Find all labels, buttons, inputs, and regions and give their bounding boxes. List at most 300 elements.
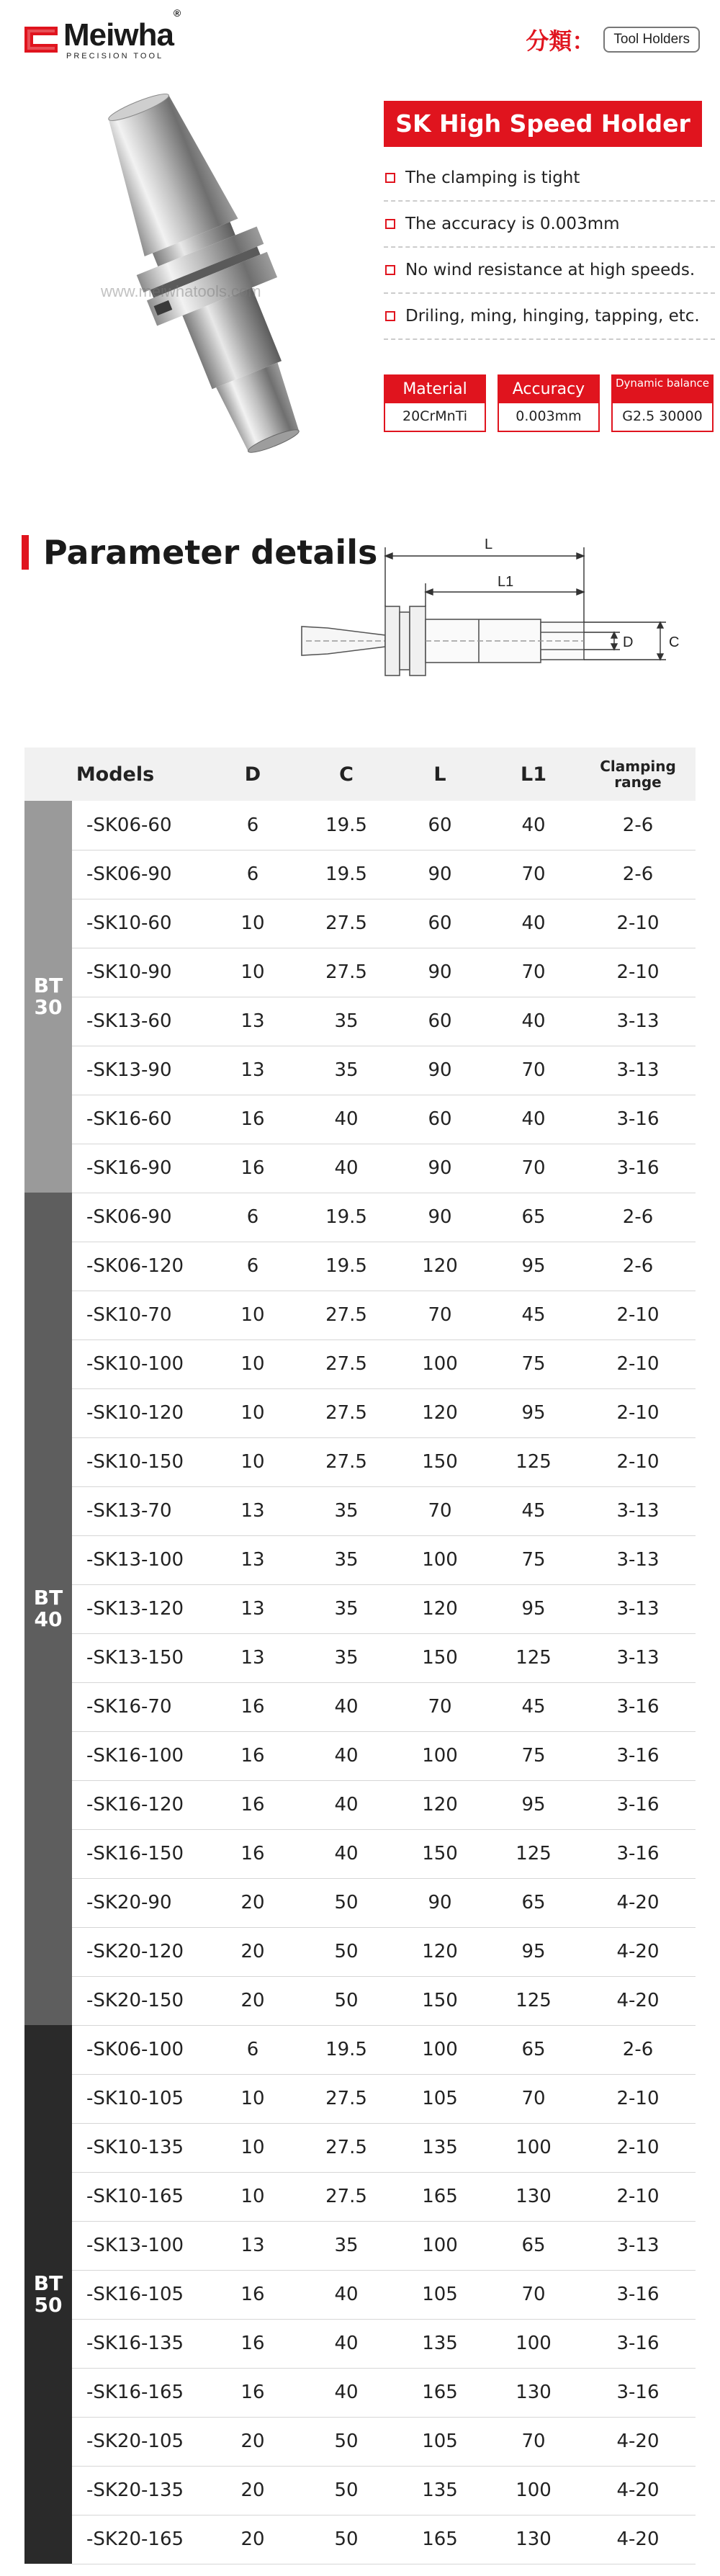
- cell-clamp: 2-10: [580, 2172, 696, 2221]
- cell-clamp: 3-16: [580, 2368, 696, 2417]
- page-header: [0, 0, 720, 79]
- spec-badges: [384, 374, 714, 432]
- feature-item: The clamping is tight: [384, 156, 715, 202]
- parameter-table: [24, 748, 696, 2564]
- cell-l: 90: [393, 1878, 487, 1927]
- cell-model: -SK13-100: [72, 2221, 206, 2270]
- table-row: [24, 899, 696, 948]
- cell-model: -SK20-105: [72, 2417, 206, 2466]
- cell-c: 27.5: [300, 1437, 393, 1486]
- cell-d: 10: [206, 899, 300, 948]
- cell-clamp: 2-10: [580, 1291, 696, 1339]
- cell-l: 90: [393, 1144, 487, 1193]
- cell-l: 120: [393, 1584, 487, 1633]
- cell-l1: 65: [487, 2221, 580, 2270]
- table-row: [24, 2515, 696, 2564]
- cell-model: -SK20-150: [72, 1976, 206, 2025]
- cell-d: 16: [206, 2319, 300, 2368]
- spec-value: G2.5 30000: [622, 408, 703, 424]
- cell-d: 13: [206, 1046, 300, 1095]
- cell-l1: 65: [487, 1193, 580, 1242]
- cell-d: 6: [206, 850, 300, 899]
- table-row: [24, 2123, 696, 2172]
- cell-model: -SK20-135: [72, 2466, 206, 2515]
- cell-model: -SK13-60: [72, 997, 206, 1046]
- cell-l: 60: [393, 801, 487, 850]
- table-row: [24, 1144, 696, 1193]
- spec-material: [384, 374, 486, 432]
- cell-c: 50: [300, 1927, 393, 1976]
- cell-model: -SK10-90: [72, 948, 206, 997]
- cell-clamp: 3-13: [580, 1633, 696, 1682]
- cell-c: 50: [300, 2466, 393, 2515]
- cell-c: 50: [300, 1976, 393, 2025]
- cell-c: 19.5: [300, 2025, 393, 2074]
- cell-c: 40: [300, 1731, 393, 1780]
- cell-c: 19.5: [300, 850, 393, 899]
- cell-d: 13: [206, 1535, 300, 1584]
- table-row: [24, 1486, 696, 1535]
- cell-l: 120: [393, 1780, 487, 1829]
- cell-c: 27.5: [300, 948, 393, 997]
- cell-model: -SK16-105: [72, 2270, 206, 2319]
- cell-d: 20: [206, 1878, 300, 1927]
- cell-c: 40: [300, 1780, 393, 1829]
- cell-clamp: 4-20: [580, 1927, 696, 1976]
- spec-label: Accuracy: [499, 376, 598, 403]
- table-row: [24, 850, 696, 899]
- table-row: [24, 1780, 696, 1829]
- table-row: [24, 2319, 696, 2368]
- cell-l1: 40: [487, 1095, 580, 1144]
- cell-clamp: 2-10: [580, 899, 696, 948]
- cell-d: 20: [206, 2515, 300, 2564]
- cell-d: 16: [206, 2270, 300, 2319]
- table-row: [24, 1437, 696, 1486]
- cell-clamp: 2-10: [580, 1437, 696, 1486]
- cell-model: -SK10-100: [72, 1339, 206, 1388]
- cell-l1: 70: [487, 1046, 580, 1095]
- logo-subtitle: PRECISION TOOL: [66, 51, 164, 60]
- table-row: [24, 1535, 696, 1584]
- cell-c: 35: [300, 997, 393, 1046]
- cell-c: 27.5: [300, 1291, 393, 1339]
- cell-l: 150: [393, 1437, 487, 1486]
- cell-clamp: 3-16: [580, 1731, 696, 1780]
- cell-d: 13: [206, 1584, 300, 1633]
- table-header-row: [24, 748, 696, 801]
- table-body: [24, 801, 696, 2564]
- cell-l1: 65: [487, 1878, 580, 1927]
- diagram-label-l1: L1: [498, 574, 514, 590]
- cell-clamp: 2-10: [580, 1388, 696, 1437]
- diagram-label-c: C: [669, 634, 680, 650]
- cell-l: 150: [393, 1633, 487, 1682]
- group-label: BT 30: [24, 801, 72, 1193]
- cell-l: 90: [393, 850, 487, 899]
- table-row: [24, 2368, 696, 2417]
- square-bullet-icon: [385, 173, 395, 183]
- cell-model: -SK16-100: [72, 1731, 206, 1780]
- cell-model: -SK13-120: [72, 1584, 206, 1633]
- table-row: [24, 1584, 696, 1633]
- cell-clamp: 2-10: [580, 1339, 696, 1388]
- cell-l1: 65: [487, 2025, 580, 2074]
- table-row: [24, 2074, 696, 2123]
- cell-model: -SK10-60: [72, 899, 206, 948]
- table-row: [24, 2221, 696, 2270]
- table-row: [24, 1829, 696, 1878]
- cell-l1: 45: [487, 1486, 580, 1535]
- cell-l: 135: [393, 2466, 487, 2515]
- cell-d: 10: [206, 948, 300, 997]
- product-headline: SK High Speed Holder: [384, 101, 702, 147]
- cell-c: 27.5: [300, 2172, 393, 2221]
- cell-clamp: 2-10: [580, 2123, 696, 2172]
- watermark: www.meiwhatools.com: [101, 282, 261, 300]
- tool-holder-image: [29, 79, 389, 483]
- cell-l: 105: [393, 2074, 487, 2123]
- cell-l: 70: [393, 1291, 487, 1339]
- cell-clamp: 3-13: [580, 1535, 696, 1584]
- cell-d: 20: [206, 2466, 300, 2515]
- cell-d: 16: [206, 1144, 300, 1193]
- cell-l: 60: [393, 899, 487, 948]
- cell-l: 165: [393, 2515, 487, 2564]
- cell-l1: 45: [487, 1291, 580, 1339]
- cell-c: 35: [300, 1584, 393, 1633]
- feature-list: [384, 156, 715, 340]
- feature-item: Driling, ming, hinging, tapping, etc.: [384, 294, 715, 340]
- cell-model: -SK20-90: [72, 1878, 206, 1927]
- cell-c: 27.5: [300, 1388, 393, 1437]
- cell-l: 120: [393, 1927, 487, 1976]
- cell-l: 100: [393, 1535, 487, 1584]
- product-hero: [0, 79, 720, 483]
- cell-model: -SK06-90: [72, 1193, 206, 1242]
- cell-d: 10: [206, 1437, 300, 1486]
- diagram-label-l: L: [485, 537, 493, 552]
- cell-l1: 70: [487, 2270, 580, 2319]
- cell-l: 100: [393, 1731, 487, 1780]
- cell-l1: 75: [487, 1731, 580, 1780]
- cell-model: -SK16-150: [72, 1829, 206, 1878]
- cell-model: -SK13-70: [72, 1486, 206, 1535]
- cell-clamp: 2-6: [580, 801, 696, 850]
- cell-d: 20: [206, 1927, 300, 1976]
- cell-model: -SK16-60: [72, 1095, 206, 1144]
- cell-d: 10: [206, 1388, 300, 1437]
- cell-l1: 100: [487, 2319, 580, 2368]
- cell-l: 105: [393, 2417, 487, 2466]
- header-c: C: [300, 748, 393, 801]
- group-label: BT 50: [24, 2025, 72, 2564]
- cell-clamp: 3-13: [580, 997, 696, 1046]
- cell-model: -SK10-165: [72, 2172, 206, 2221]
- cell-c: 19.5: [300, 801, 393, 850]
- cell-l: 150: [393, 1829, 487, 1878]
- cell-c: 35: [300, 2221, 393, 2270]
- cell-c: 27.5: [300, 2123, 393, 2172]
- cell-clamp: 3-16: [580, 1780, 696, 1829]
- cell-c: 50: [300, 2417, 393, 2466]
- table-row: [24, 948, 696, 997]
- logo-name: Meiwha®: [63, 6, 181, 53]
- cell-d: 16: [206, 2368, 300, 2417]
- cell-c: 40: [300, 2368, 393, 2417]
- cell-l1: 75: [487, 1339, 580, 1388]
- cell-c: 40: [300, 1829, 393, 1878]
- spec-accuracy: [498, 374, 600, 432]
- cell-clamp: 4-20: [580, 2515, 696, 2564]
- cell-clamp: 4-20: [580, 2417, 696, 2466]
- cell-model: -SK16-90: [72, 1144, 206, 1193]
- cell-clamp: 2-6: [580, 850, 696, 899]
- group-label: BT 40: [24, 1193, 72, 2025]
- cell-d: 10: [206, 2074, 300, 2123]
- table-row: [24, 1388, 696, 1437]
- table-row: [24, 1193, 696, 1242]
- cell-l: 100: [393, 1339, 487, 1388]
- cell-model: -SK06-100: [72, 2025, 206, 2074]
- header-d: D: [206, 748, 300, 801]
- table-row: [24, 1095, 696, 1144]
- section-title: Parameter details: [43, 533, 378, 572]
- cell-d: 10: [206, 1339, 300, 1388]
- cell-clamp: 3-16: [580, 1829, 696, 1878]
- cell-d: 6: [206, 2025, 300, 2074]
- cell-c: 27.5: [300, 899, 393, 948]
- spec-dynamic-balance: [611, 374, 714, 432]
- cell-clamp: 3-13: [580, 1584, 696, 1633]
- category-indicator: [526, 23, 700, 56]
- cell-l1: 125: [487, 1633, 580, 1682]
- square-bullet-icon: [385, 311, 395, 321]
- cell-c: 35: [300, 1633, 393, 1682]
- table-row: [24, 1291, 696, 1339]
- table-row: [24, 2417, 696, 2466]
- cell-model: -SK16-120: [72, 1780, 206, 1829]
- cell-c: 27.5: [300, 1339, 393, 1388]
- header-models: Models: [24, 748, 206, 801]
- cell-l: 100: [393, 2025, 487, 2074]
- cell-c: 35: [300, 1486, 393, 1535]
- cell-model: -SK06-90: [72, 850, 206, 899]
- cell-model: -SK10-135: [72, 2123, 206, 2172]
- cell-l1: 95: [487, 1388, 580, 1437]
- spec-label: Material: [385, 376, 485, 403]
- cell-l: 90: [393, 948, 487, 997]
- cell-l: 165: [393, 2368, 487, 2417]
- cell-model: -SK10-150: [72, 1437, 206, 1486]
- cell-model: -SK13-90: [72, 1046, 206, 1095]
- cell-l1: 100: [487, 2466, 580, 2515]
- header-l1: L1: [487, 748, 580, 801]
- feature-item: The accuracy is 0.003mm: [384, 202, 715, 248]
- cell-d: 13: [206, 997, 300, 1046]
- cell-l: 100: [393, 2221, 487, 2270]
- cell-model: -SK06-60: [72, 801, 206, 850]
- cell-l: 60: [393, 997, 487, 1046]
- table-row: [24, 2270, 696, 2319]
- table-row: [24, 1339, 696, 1388]
- cell-c: 40: [300, 1682, 393, 1731]
- cell-l: 150: [393, 1976, 487, 2025]
- cell-clamp: 4-20: [580, 1976, 696, 2025]
- cell-l1: 45: [487, 1682, 580, 1731]
- cell-c: 40: [300, 1144, 393, 1193]
- cell-model: -SK16-70: [72, 1682, 206, 1731]
- header-clamping-range: Clamping range: [580, 748, 696, 801]
- cell-d: 20: [206, 1976, 300, 2025]
- cell-l: 120: [393, 1388, 487, 1437]
- cell-c: 19.5: [300, 1193, 393, 1242]
- cell-l: 105: [393, 2270, 487, 2319]
- cell-d: 16: [206, 1731, 300, 1780]
- cell-model: -SK06-120: [72, 1242, 206, 1291]
- cell-c: 40: [300, 1095, 393, 1144]
- cell-l1: 40: [487, 801, 580, 850]
- cell-model: -SK13-100: [72, 1535, 206, 1584]
- table-row: [24, 2172, 696, 2221]
- spec-label: Dynamic balance: [613, 376, 712, 403]
- feature-item: No wind resistance at high speeds.: [384, 248, 715, 294]
- cell-model: -SK16-135: [72, 2319, 206, 2368]
- cell-l1: 70: [487, 850, 580, 899]
- cell-clamp: 4-20: [580, 1878, 696, 1927]
- cell-clamp: 3-16: [580, 2319, 696, 2368]
- cell-l1: 70: [487, 2417, 580, 2466]
- cell-d: 10: [206, 2172, 300, 2221]
- cell-clamp: 2-10: [580, 2074, 696, 2123]
- cell-clamp: 2-6: [580, 1242, 696, 1291]
- spec-value: 0.003mm: [516, 408, 582, 424]
- header-l: L: [393, 748, 487, 801]
- cell-model: -SK10-70: [72, 1291, 206, 1339]
- cell-l: 90: [393, 1046, 487, 1095]
- table-row: [24, 1046, 696, 1095]
- cell-l1: 125: [487, 1437, 580, 1486]
- table-row: [24, 1927, 696, 1976]
- category-label: 分類：: [526, 27, 595, 55]
- section-accent-bar: [22, 535, 29, 570]
- cell-d: 16: [206, 1829, 300, 1878]
- cell-clamp: 3-16: [580, 2270, 696, 2319]
- diagram-label-d: D: [623, 634, 634, 650]
- cell-l: 60: [393, 1095, 487, 1144]
- table-row: [24, 1878, 696, 1927]
- cell-clamp: 2-6: [580, 2025, 696, 2074]
- cell-clamp: 2-10: [580, 948, 696, 997]
- cell-clamp: 3-16: [580, 1095, 696, 1144]
- cell-l1: 130: [487, 2368, 580, 2417]
- cell-l: 120: [393, 1242, 487, 1291]
- category-tag[interactable]: Tool Holders: [603, 27, 700, 53]
- table-row: [24, 2025, 696, 2074]
- table-row: [24, 801, 696, 850]
- table-row: [24, 997, 696, 1046]
- cell-c: 35: [300, 1535, 393, 1584]
- brand-logo: [22, 6, 181, 62]
- cell-model: -SK10-105: [72, 2074, 206, 2123]
- cell-d: 13: [206, 1486, 300, 1535]
- cell-c: 19.5: [300, 1242, 393, 1291]
- square-bullet-icon: [385, 219, 395, 229]
- cell-model: -SK16-165: [72, 2368, 206, 2417]
- cell-d: 10: [206, 2123, 300, 2172]
- cell-d: 16: [206, 1095, 300, 1144]
- cell-clamp: 3-16: [580, 1144, 696, 1193]
- cell-l: 70: [393, 1682, 487, 1731]
- cell-l1: 125: [487, 1976, 580, 2025]
- cell-model: -SK20-165: [72, 2515, 206, 2564]
- cell-clamp: 2-6: [580, 1193, 696, 1242]
- cell-d: 13: [206, 1633, 300, 1682]
- cell-d: 6: [206, 801, 300, 850]
- cell-l1: 70: [487, 948, 580, 997]
- spec-value: 20CrMnTi: [402, 408, 467, 424]
- cell-l1: 40: [487, 997, 580, 1046]
- cell-d: 6: [206, 1242, 300, 1291]
- cell-c: 40: [300, 2319, 393, 2368]
- square-bullet-icon: [385, 265, 395, 275]
- cell-l1: 75: [487, 1535, 580, 1584]
- cell-l: 165: [393, 2172, 487, 2221]
- cell-d: 16: [206, 1780, 300, 1829]
- dimension-diagram: [292, 526, 716, 706]
- cell-d: 6: [206, 1193, 300, 1242]
- cell-c: 27.5: [300, 2074, 393, 2123]
- cell-l1: 95: [487, 1584, 580, 1633]
- cell-l: 135: [393, 2123, 487, 2172]
- cell-d: 20: [206, 2417, 300, 2466]
- cell-clamp: 3-16: [580, 1682, 696, 1731]
- cell-l: 70: [393, 1486, 487, 1535]
- table-row: [24, 1731, 696, 1780]
- cell-d: 10: [206, 1291, 300, 1339]
- cell-l1: 40: [487, 899, 580, 948]
- cell-l1: 130: [487, 2515, 580, 2564]
- cell-clamp: 4-20: [580, 2466, 696, 2515]
- cell-l1: 95: [487, 1242, 580, 1291]
- cell-clamp: 3-13: [580, 1486, 696, 1535]
- cell-l1: 70: [487, 2074, 580, 2123]
- table-row: [24, 1682, 696, 1731]
- cell-model: -SK20-120: [72, 1927, 206, 1976]
- cell-model: -SK13-150: [72, 1633, 206, 1682]
- cell-l: 90: [393, 1193, 487, 1242]
- cell-l1: 95: [487, 1927, 580, 1976]
- cell-l1: 130: [487, 2172, 580, 2221]
- cell-clamp: 3-13: [580, 2221, 696, 2270]
- cell-c: 35: [300, 1046, 393, 1095]
- cell-l: 135: [393, 2319, 487, 2368]
- cell-d: 16: [206, 1682, 300, 1731]
- cell-model: -SK10-120: [72, 1388, 206, 1437]
- table-row: [24, 1633, 696, 1682]
- cell-c: 50: [300, 2515, 393, 2564]
- cell-clamp: 3-13: [580, 1046, 696, 1095]
- table-row: [24, 2466, 696, 2515]
- cell-l1: 95: [487, 1780, 580, 1829]
- cell-l1: 100: [487, 2123, 580, 2172]
- cell-c: 50: [300, 1878, 393, 1927]
- cell-c: 40: [300, 2270, 393, 2319]
- cell-l1: 70: [487, 1144, 580, 1193]
- logo-mark-icon: [22, 22, 60, 57]
- table-row: [24, 1242, 696, 1291]
- table-row: [24, 1976, 696, 2025]
